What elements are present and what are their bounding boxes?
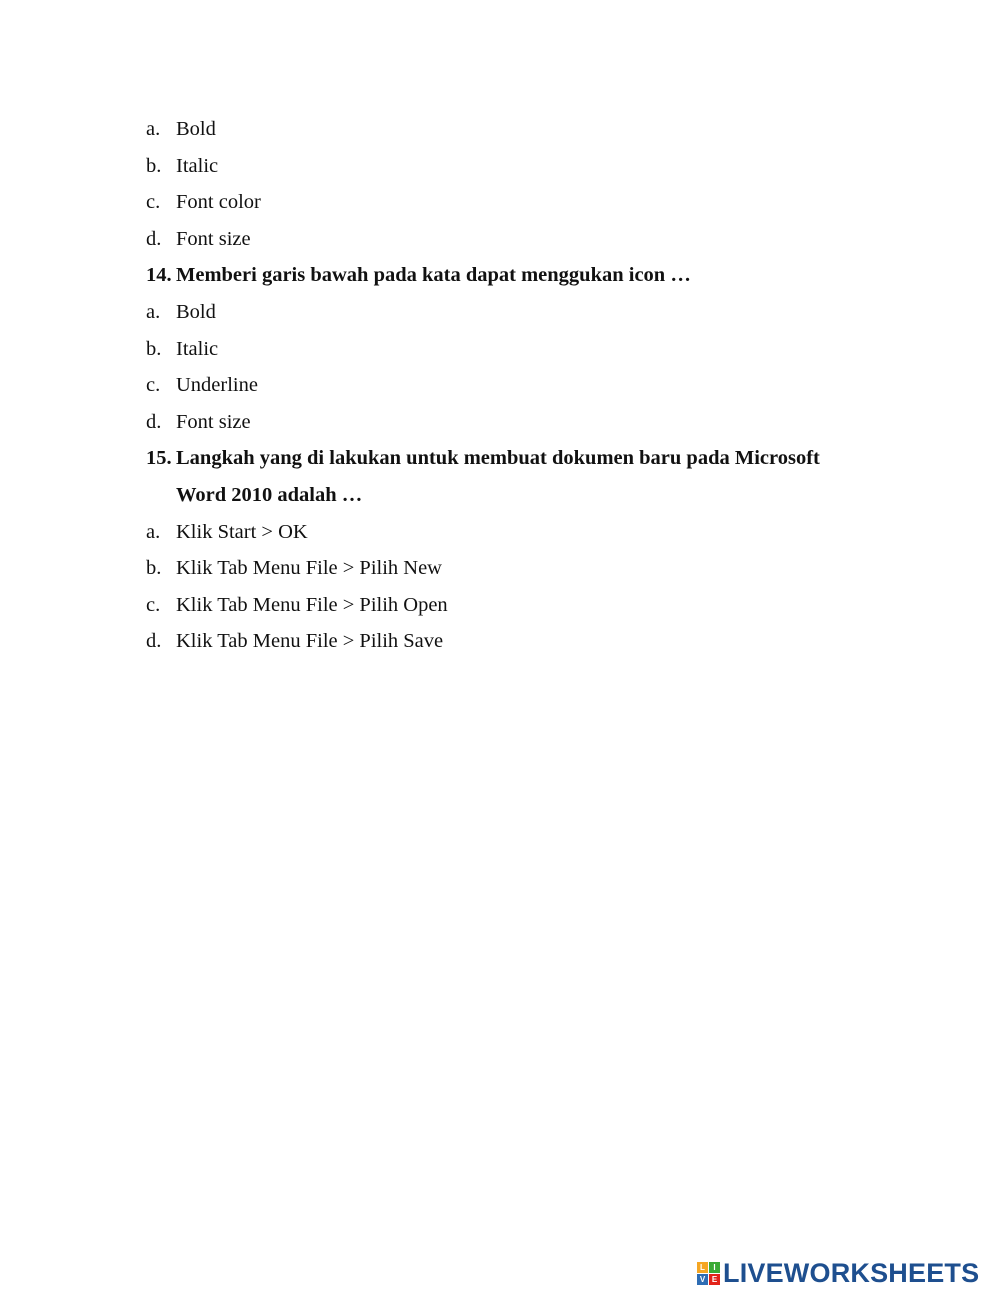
question-number: 14. bbox=[146, 264, 172, 287]
option-row bbox=[146, 221, 866, 258]
option-text: Bold bbox=[176, 118, 216, 140]
option-letter: a. bbox=[146, 118, 161, 140]
option-letter: b. bbox=[146, 337, 162, 360]
logo-letter: L bbox=[697, 1262, 708, 1273]
question-15 bbox=[146, 440, 866, 513]
option-row bbox=[146, 587, 866, 624]
logo-letter: E bbox=[709, 1274, 720, 1285]
question-number: 15. bbox=[146, 447, 172, 470]
option-text: Font size bbox=[176, 410, 251, 433]
option-letter: b. bbox=[146, 154, 162, 177]
option-row bbox=[146, 331, 866, 368]
option-letter: a. bbox=[146, 520, 161, 543]
option-letter: c. bbox=[146, 374, 161, 397]
option-row bbox=[146, 404, 866, 441]
option-row bbox=[146, 550, 866, 587]
option-text: Italic bbox=[176, 154, 219, 177]
option-letter: d. bbox=[146, 227, 162, 250]
option-text: Klik Tab Menu File > Pilih Save bbox=[176, 630, 444, 653]
option-row bbox=[146, 623, 866, 660]
option-letter: a. bbox=[146, 300, 161, 323]
option-text: Font color bbox=[176, 191, 261, 214]
logo-letter: V bbox=[697, 1274, 708, 1285]
option-letter: d. bbox=[146, 410, 162, 433]
option-letter: b. bbox=[146, 557, 162, 580]
option-row bbox=[146, 111, 866, 148]
option-text: Underline bbox=[176, 374, 258, 397]
liveworksheets-logo bbox=[697, 1258, 979, 1289]
worksheet-content bbox=[146, 111, 866, 660]
option-text: Klik Tab Menu File > Pilih Open bbox=[176, 593, 448, 616]
option-row bbox=[146, 514, 866, 551]
option-row bbox=[146, 367, 866, 404]
question-text: Memberi garis bawah pada kata dapat menggukan icon … bbox=[176, 264, 691, 287]
live-logo-icon bbox=[697, 1262, 720, 1285]
option-row bbox=[146, 184, 866, 221]
option-row bbox=[146, 294, 866, 331]
option-letter: c. bbox=[146, 191, 161, 214]
logo-letter: I bbox=[709, 1262, 720, 1273]
option-row bbox=[146, 148, 866, 185]
option-letter: d. bbox=[146, 630, 162, 653]
option-text: Klik Tab Menu File > Pilih New bbox=[176, 557, 442, 580]
question-14 bbox=[146, 257, 866, 294]
option-text: Italic bbox=[176, 337, 219, 360]
option-letter: c. bbox=[146, 593, 161, 616]
question-text: Langkah yang di lakukan untuk membuat dokumen baru pada Microsoft Word 2010 adalah … bbox=[176, 447, 820, 506]
option-text: Bold bbox=[176, 300, 216, 323]
logo-text: LIVEWORKSHEETS bbox=[723, 1258, 980, 1288]
option-text: Font size bbox=[176, 227, 251, 250]
option-text: Klik Start > OK bbox=[176, 520, 308, 543]
